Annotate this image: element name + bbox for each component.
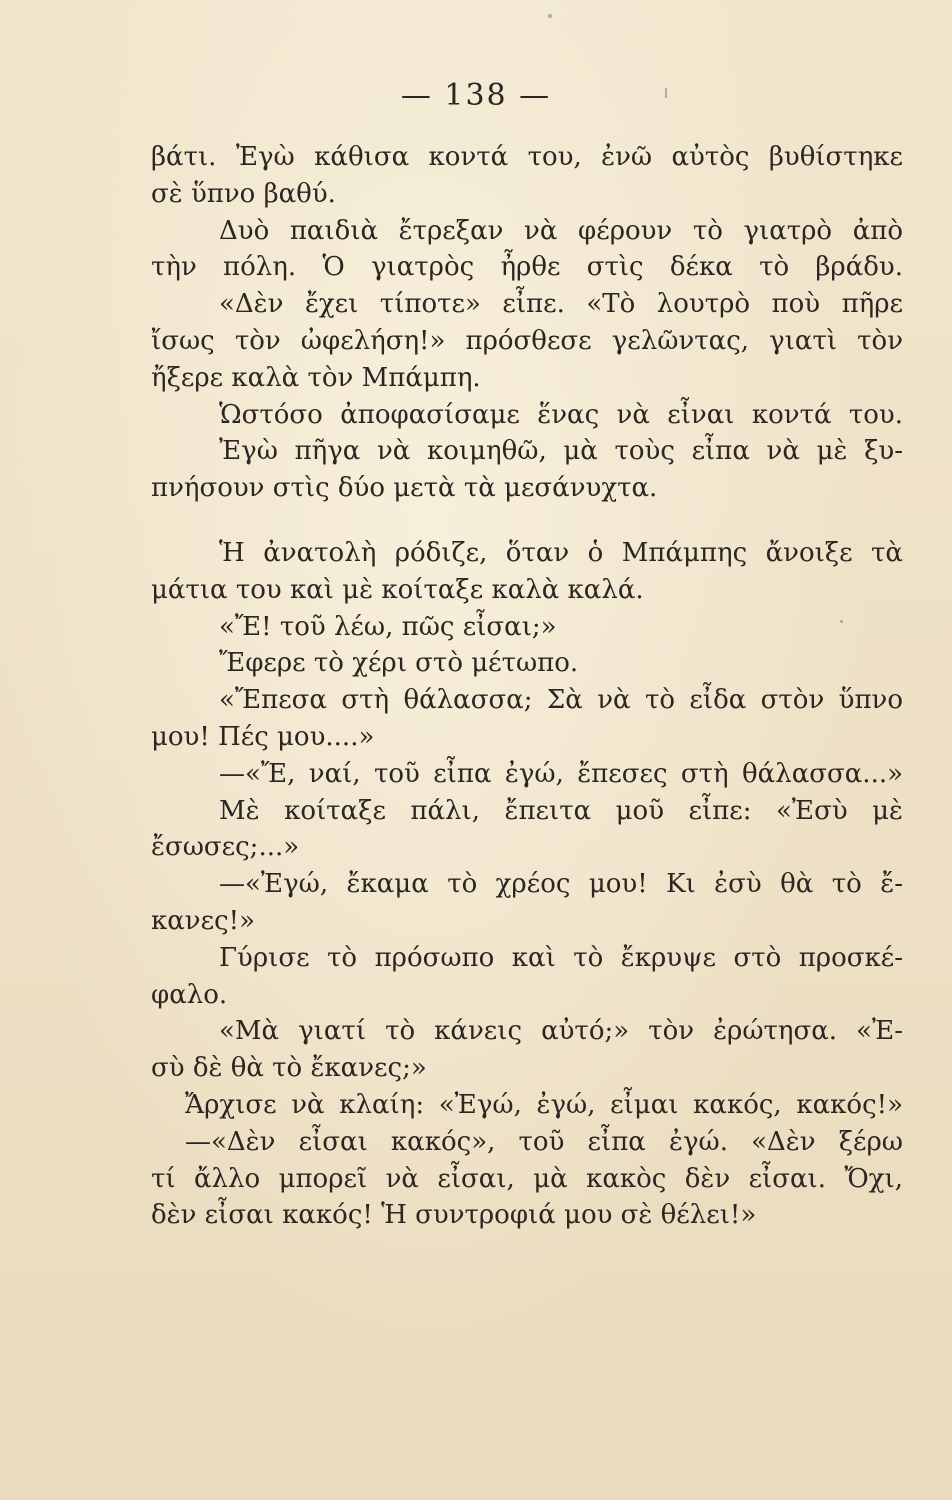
text-line: —«Δὲν εἶσαι κακός», τοῦ εἶπα ἐγώ. «Δὲν ξέρω: [185, 1126, 903, 1157]
text-line: Ἡ ἀνατολὴ ρόδιζε, ὅταν ὁ Μπάμπης ἄνοιξε τὰ: [219, 537, 903, 568]
text-line: τί ἄλλο μπορεῖ νὰ εἶσαι, μὰ κακὸς δὲν εἶσαι. Ὄχι,: [151, 1163, 903, 1194]
text-line: μου! Πές μου....»: [151, 721, 375, 752]
page-number: — 138 —: [400, 78, 552, 113]
body-text: [151, 139, 903, 1234]
text-line: —«Ἔ, ναί, τοῦ εἶπα ἐγώ, ἔπεσες στὴ θάλασσα...»: [219, 758, 903, 789]
text-line: Ἄρχισε νὰ κλαίη: «Ἐγώ, ἐγώ, εἶμαι κακός, κακός!»: [185, 1089, 903, 1120]
text-line: σὺ δὲ θὰ τὸ ἔκανες;»: [151, 1053, 427, 1084]
text-line: σὲ ὕπνο βαθύ.: [151, 178, 336, 209]
text-line: Μὲ κοίταξε πάλι, ἔπειτα μοῦ εἶπε: «Ἐσὺ μὲ: [219, 795, 903, 826]
text-line: Γύρισε τὸ πρόσωπο καὶ τὸ ἔκρυψε στὸ προσκέ-: [219, 942, 903, 973]
text-line: βάτι. Ἐγὼ κάθισα κοντά του, ἐνῶ αὐτὸς βυθίστηκε: [151, 142, 903, 172]
text-line: Δυὸ παιδιὰ ἔτρεξαν νὰ φέρουν τὸ γιατρὸ ἀπὸ: [219, 215, 903, 246]
text-line: ἤξερε καλὰ τὸν Μπάμπη.: [151, 362, 481, 393]
text-line: «Ἔ! τοῦ λέω, πῶς εἶσαι;»: [219, 611, 557, 642]
text-line: Ὡστόσο ἀποφασίσαμε ἕνας νὰ εἶναι κοντά του.: [219, 399, 903, 430]
text-line: τὴν πόλη. Ὁ γιατρὸς ἦρθε στὶς δέκα τὸ βράδυ.: [151, 252, 903, 283]
text-line: φαλο.: [151, 979, 228, 1010]
text-line: «Δὲν ἔχει τίποτε» εἶπε. «Τὸ λουτρὸ ποὺ πῆρε: [219, 289, 903, 320]
text-line: «Ἔπεσα στὴ θάλασσα; Σὰ νὰ τὸ εἶδα στὸν ὕπνο: [219, 685, 903, 716]
text-line: «Μὰ γιατί τὸ κάνεις αὐτό;» τὸν ἐρώτησα. «Ἐ-: [219, 1016, 903, 1047]
text-line: —«Ἐγώ, ἔκαμα τὸ χρέος μου! Κι ἐσὺ θὰ τὸ ἔ-: [219, 869, 903, 900]
text-line: μάτια του καὶ μὲ κοίταξε καλὰ καλά.: [151, 574, 644, 605]
text-line: δὲν εἶσαι κακός! Ἡ συντροφιά μου σὲ θέλει!»: [151, 1200, 757, 1231]
paper-speck: [548, 14, 552, 18]
text-line: πνήσουν στὶς δύο μετὰ τὰ μεσάνυχτα.: [151, 473, 658, 504]
text-line: Ἔφερε τὸ χέρι στὸ μέτωπο.: [219, 648, 579, 679]
text-line: ἴσως τὸν ὠφελήση!» πρόσθεσε γελῶντας, γιατὶ τὸν: [151, 325, 903, 356]
text-line: κανες!»: [151, 905, 255, 936]
text-line: ἔσωσες;...»: [151, 832, 300, 863]
section-break: [151, 507, 903, 535]
text-line: Ἐγὼ πῆγα νὰ κοιμηθῶ, μὰ τοὺς εἶπα νὰ μὲ ξυ-: [219, 436, 903, 467]
